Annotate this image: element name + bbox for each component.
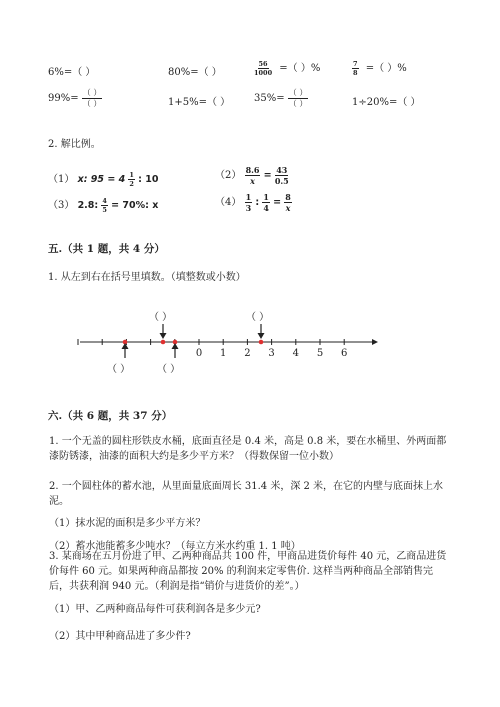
- section6-question-3-sub-2: （2）其中甲种商品进了多少件?: [49, 631, 191, 642]
- fraction: $\frac{4}{5}$: [102, 196, 107, 214]
- proportion-3: （3） 2.8: $\frac{4}{5}$ = 70%: x: [48, 196, 159, 214]
- conv-1-div-20-percent: 1÷20%=（ ）: [352, 97, 421, 108]
- tick-label: 2: [244, 348, 251, 359]
- proportion-1: （1） x: 95 = 4 $\frac{1}{2}$ : 10: [48, 170, 159, 188]
- fraction: $\frac{1}{4}$: [263, 192, 269, 213]
- number-line: [0, 300, 500, 380]
- section6-question-2: 2. 一个圆柱体的蓄水池，从里面量底面周长 31.4 米，深 2 米，在它的内壁与底面抹上水泥。: [49, 481, 444, 507]
- up-arrow-icon: [122, 343, 129, 349]
- fraction: $\frac{8}{x}$: [285, 192, 291, 213]
- section6-question-3-sub-1: （1）甲、乙两种商品每件可获利润各是多少元?: [49, 604, 261, 615]
- answer-fraction: $\frac{( )}{( )}$: [288, 88, 308, 108]
- axis-arrow-icon: [372, 339, 378, 345]
- tick-label: 0: [195, 348, 203, 359]
- lower-blank-right: （ ）: [157, 364, 181, 375]
- tick-label: 1: [220, 348, 227, 359]
- conv-80-percent: 80%=（ ）: [168, 67, 222, 78]
- section6-question-1: 1. 一个无盖的圆柱形铁皮水桶，底面直径是 0.4 米，高是 0.8 米，要在水桶里、外两面都漆防锈漆，油漆的面积大约是多少平方米？（得数保留一位小数）: [49, 436, 447, 462]
- section5-heading: 五.（共 1 题，共 4 分）: [48, 243, 165, 255]
- down-arrow-icon: [160, 333, 167, 339]
- section6-question-2-sub-2: （2）蓄水池能蓄多少吨水？（每立方米水约重 1. 1 吨）: [49, 541, 301, 552]
- section5-question-1: 1. 从左到右在括号里填数。（填整数或小数）: [48, 272, 246, 283]
- tick-label: 3: [268, 348, 275, 359]
- answer-fraction: $\frac{( )}{( )}$: [82, 88, 102, 108]
- point-marker: [259, 340, 264, 345]
- section6-question-2-sub-1: （1）抹水泥的面积是多少平方米？: [49, 518, 206, 529]
- up-arrow-icon: [172, 343, 179, 349]
- fraction: $\frac{1}{2}$: [129, 170, 134, 188]
- conv-56-over-1000: $\frac{56}{1000}$ =（ ）%: [254, 59, 321, 77]
- down-arrow-icon: [258, 333, 265, 339]
- conv-1-plus-5-percent: 1+5%=（ ）: [168, 97, 231, 108]
- fraction: $\frac{43}{0.5}$: [274, 165, 289, 186]
- tick-label: 6: [341, 348, 348, 359]
- conv-99-percent: 99%= $\frac{( )}{( )}$: [48, 88, 102, 108]
- tick-label: 4: [292, 348, 299, 359]
- section6-question-3: 3. 某商场在五月份进了甲、乙两种商品共 100 件，甲商品进货价每件 40 元，乙商品进货价每件 60 元。如果两种商品都按 20% 的利润来定零售价. 这样当两种商品全部销售完后，共获利润 940 元。（利润是指“销价与进货价的差”。）: [49, 551, 447, 592]
- conv-7-over-8: $\frac{7}{8}$ =（ ）%: [353, 59, 407, 77]
- proportion-4: （4） $\frac{1}{3}$ : $\frac{1}{4}$ = $\frac{8}{x}$: [215, 192, 291, 213]
- fraction: $\frac{1}{3}$: [245, 192, 252, 213]
- tick-label: 5: [316, 348, 324, 359]
- upper-blank-left: （ ）: [149, 312, 173, 323]
- proportion-2: （2） $\frac{8.6}{x}$ = $\frac{43}{0.5}$: [215, 165, 289, 186]
- lower-blank-left: （ ）: [107, 364, 131, 375]
- fraction: $\frac{8.6}{x}$: [245, 165, 260, 186]
- fraction: $\frac{56}{1000}$: [254, 59, 273, 77]
- section6-heading: 六.（共 6 题，共 37 分）: [48, 410, 173, 422]
- proportion-title: 2. 解比例。: [48, 139, 101, 150]
- upper-blank-right: （ ）: [246, 312, 270, 323]
- point-marker: [161, 340, 166, 345]
- conv-6-percent: 6%=（ ）: [48, 67, 96, 78]
- conv-35-percent: 35%= $\frac{( )}{( )}$: [254, 88, 308, 108]
- fraction: $\frac{7}{8}$: [353, 59, 358, 77]
